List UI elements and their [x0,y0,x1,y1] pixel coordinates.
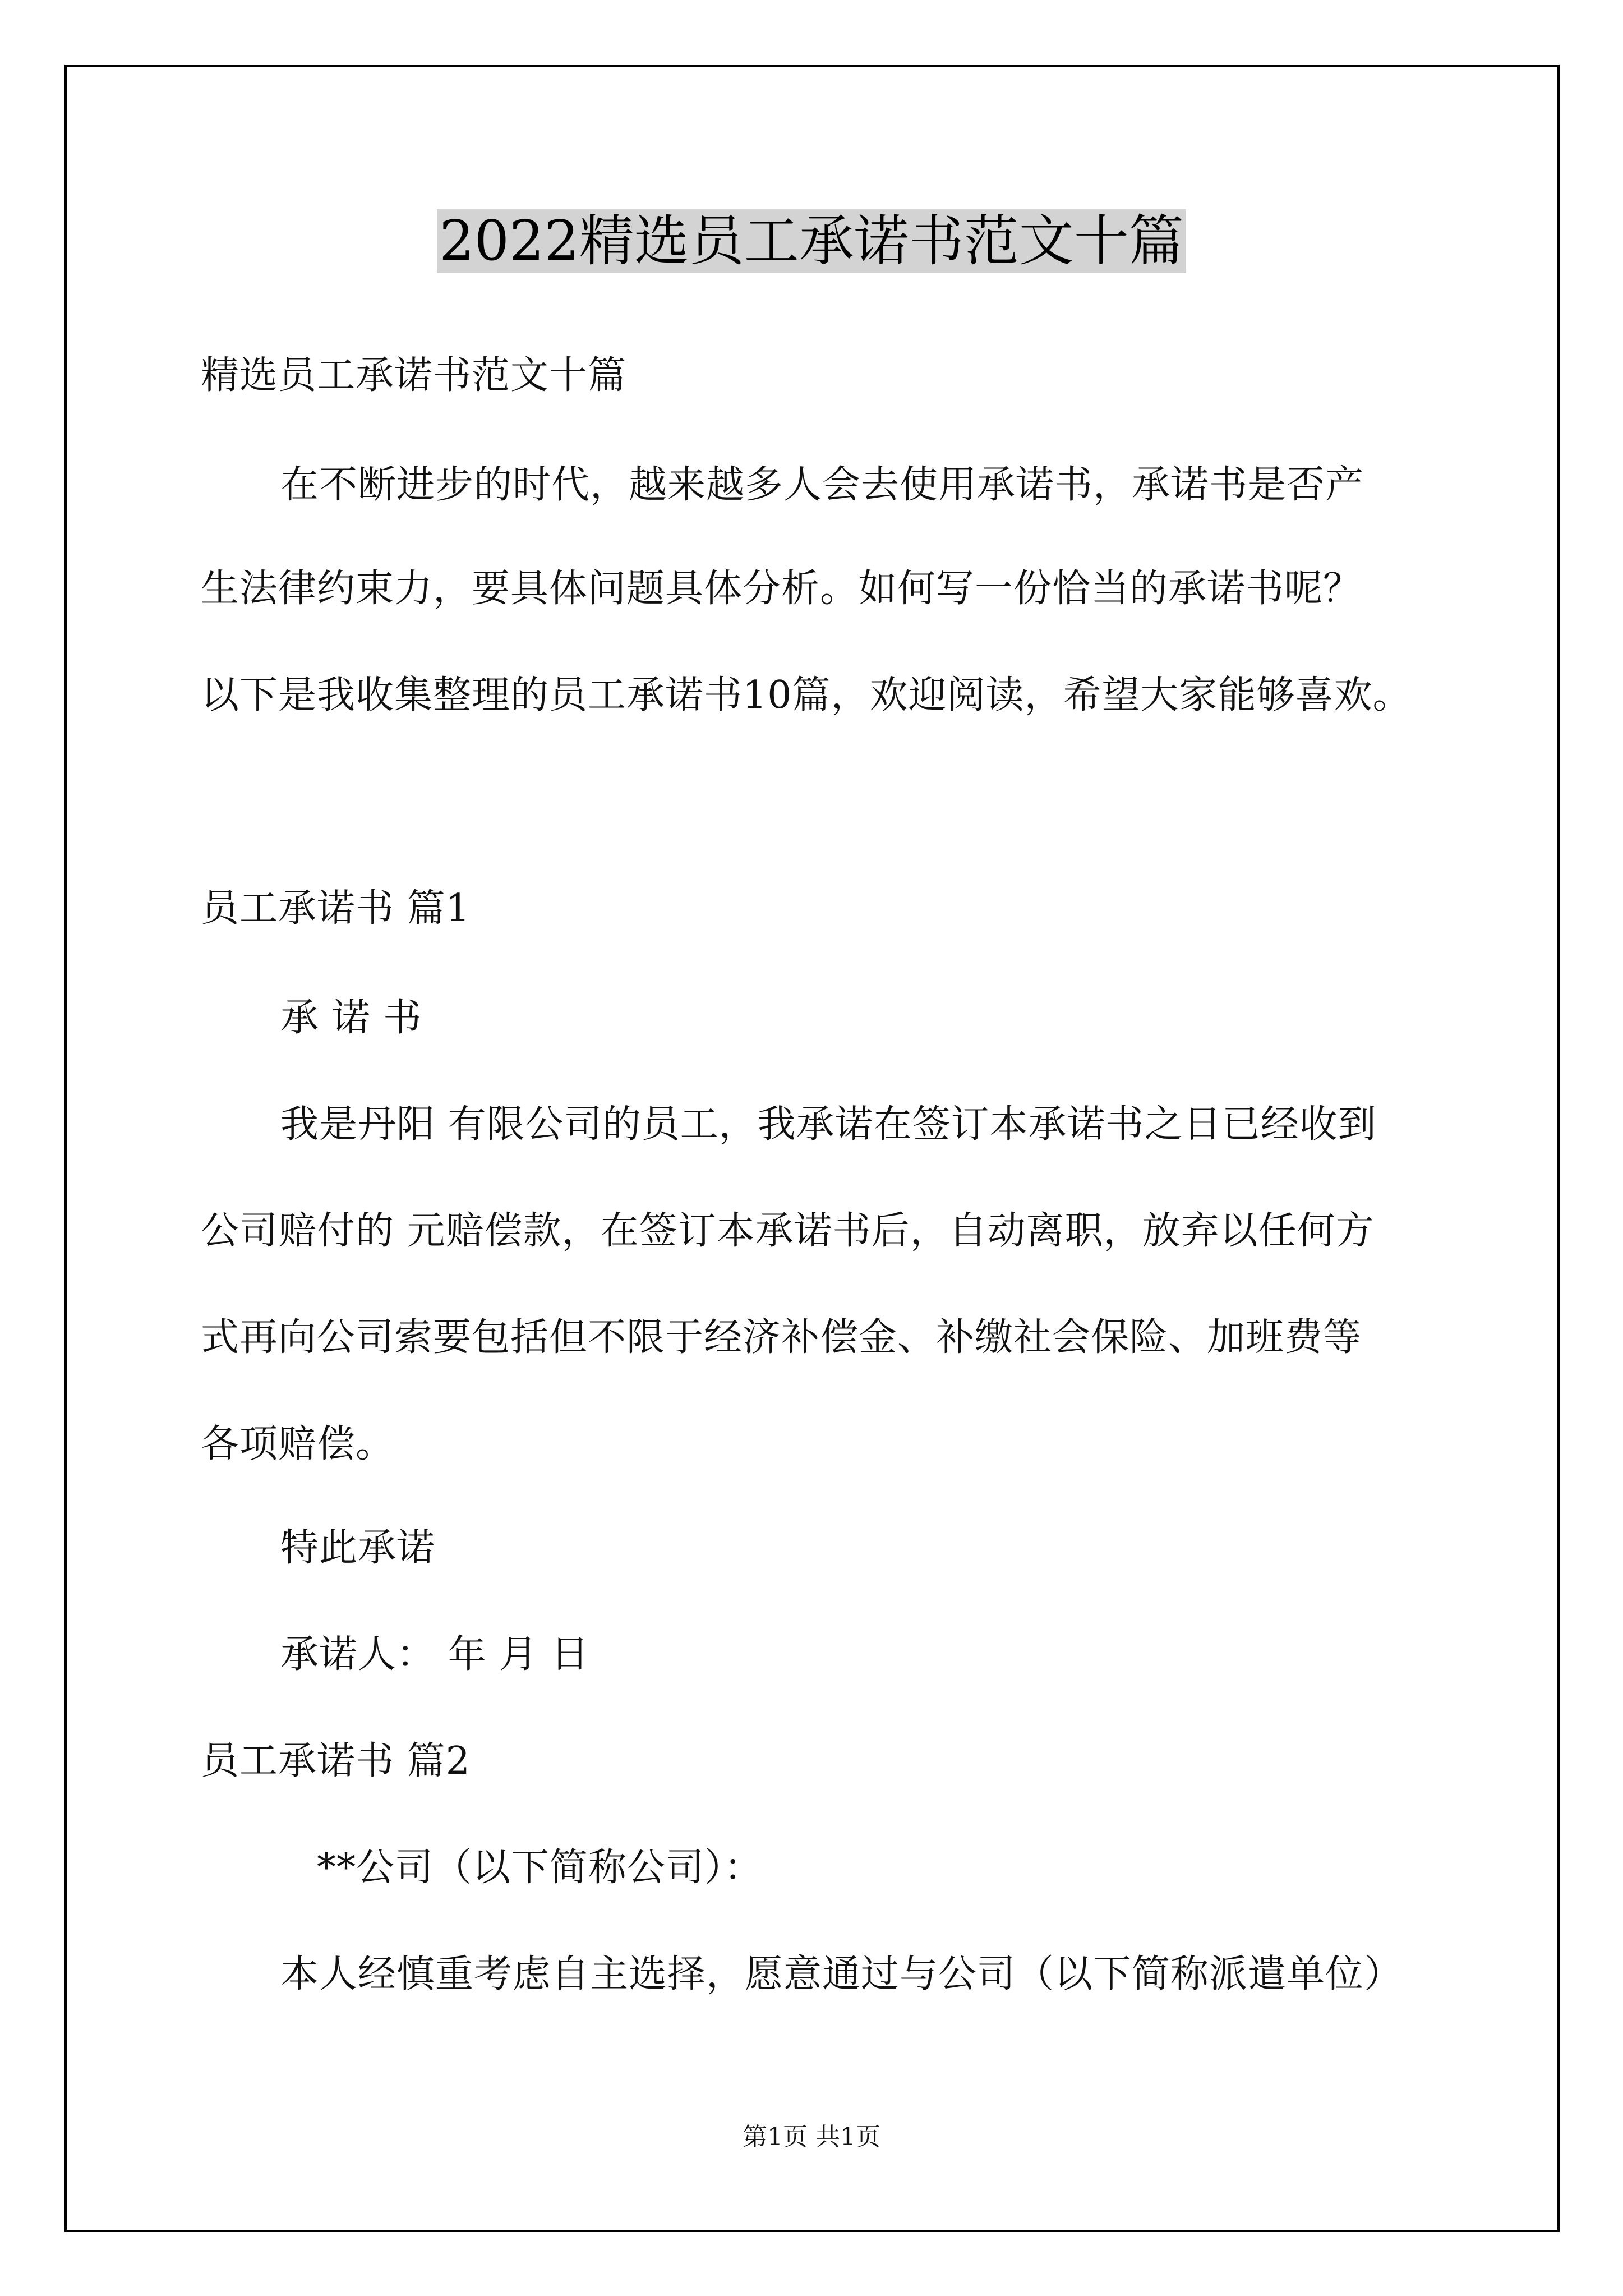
signature-line: 承诺人： 年 月 日 [280,1632,589,1677]
document-title [0,202,1623,280]
body-line-2: 公司赔付的 元赔偿款，在签订本承诺书后，自动离职，放弃以任何方 [201,1209,1375,1253]
body-line-1: 我是丹阳 有限公司的员工，我承诺在签订本承诺书之日已经收到 [280,1102,1377,1147]
intro-line-3: 以下是我收集整理的员工承诺书10篇，欢迎阅读，希望大家能够喜欢。 [201,673,1412,717]
document-title-text: 2022精选员工承诺书范文十篇 [437,209,1186,273]
intro-line-1: 在不断进步的时代，越来越多人会去使用承诺书，承诺书是否产 [280,463,1364,507]
letter-heading: 承 诺 书 [280,996,422,1040]
page-footer: 第1页 共1页 [743,2123,880,2151]
addressee-line: **公司（以下简称公司）： [317,1846,763,1890]
body-line-5: 本人经慎重考虑自主选择，愿意通过与公司（以下简称派遣单位） [280,1952,1403,1996]
subtitle-line: 精选员工承诺书范文十篇 [201,353,627,398]
intro-line-2: 生法律约束力，要具体问题具体分析。如何写一份恰当的承诺书呢？ [201,567,1362,611]
body-line-4: 各项赔偿。 [201,1422,395,1466]
section-heading-1: 员工承诺书 篇1 [201,886,471,931]
closing-line: 特此承诺 [280,1526,436,1570]
section-heading-2: 员工承诺书 篇2 [201,1739,471,1783]
body-line-3: 式再向公司索要包括但不限于经济补偿金、补缴社会保险、加班费等 [201,1315,1362,1360]
